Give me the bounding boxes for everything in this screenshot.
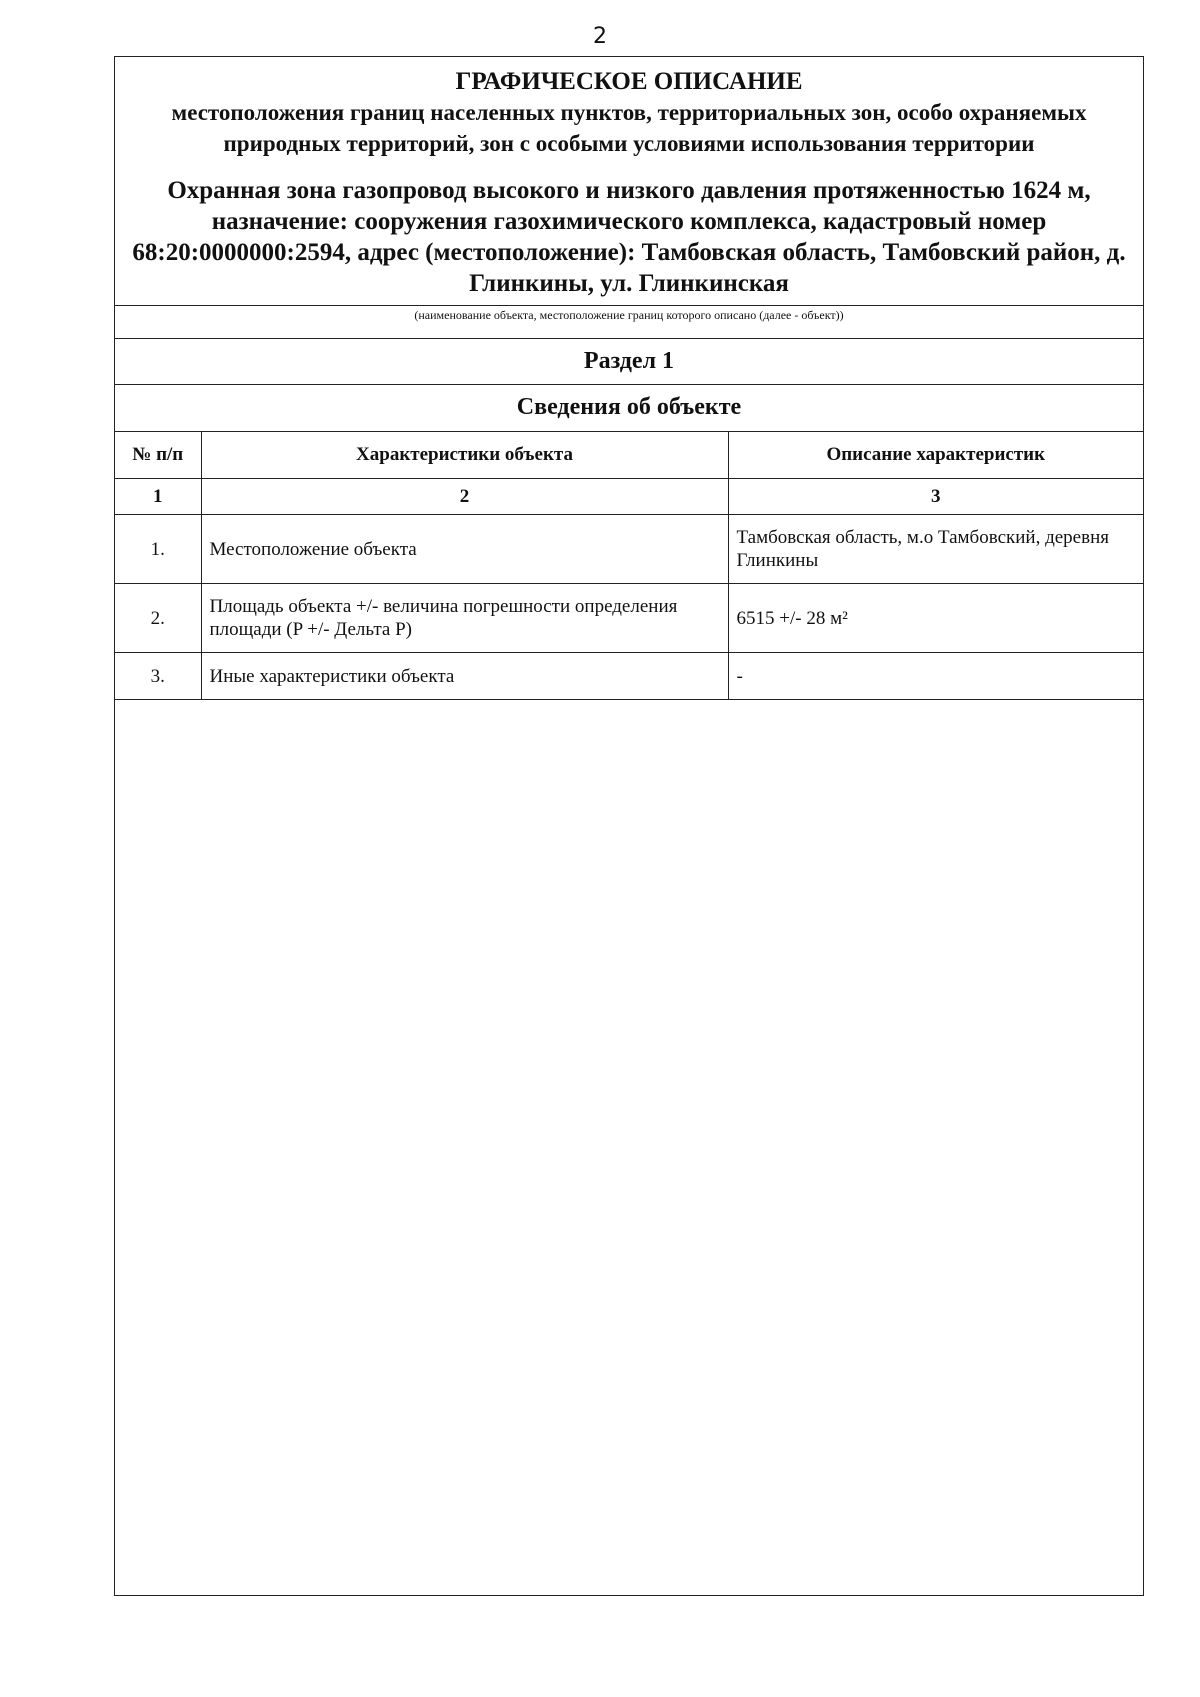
document-subtitle: местоположения границ населенных пунктов, территориальных зон, особо охраняемых природных территорий, зон с особыми условиями использования территории <box>171 100 1087 156</box>
row-description: - <box>728 653 1143 700</box>
row-characteristic: Иные характеристики объекта <box>201 653 728 700</box>
document-frame <box>114 56 1144 1596</box>
object-info-table <box>115 431 1143 700</box>
column-number: 1 <box>115 479 201 515</box>
row-number: 1. <box>115 515 201 584</box>
table-row <box>115 653 1143 700</box>
column-number: 2 <box>201 479 728 515</box>
row-description: 6515 +/- 28 м² <box>728 584 1143 653</box>
page-number: 2 <box>593 24 607 49</box>
column-header-characteristic: Характеристики объекта <box>201 432 728 479</box>
row-characteristic: Площадь объекта +/- величина погрешности определения площади (P +/- Дельта P) <box>201 584 728 653</box>
column-header-description: Описание характеристик <box>728 432 1143 479</box>
title-block <box>115 57 1143 305</box>
section-title: Раздел 1 <box>115 339 1143 385</box>
document-title: ГРАФИЧЕСКОЕ ОПИСАНИЕ <box>455 68 803 95</box>
table-row <box>115 515 1143 584</box>
column-number: 3 <box>728 479 1143 515</box>
row-number: 2. <box>115 584 201 653</box>
row-number: 3. <box>115 653 201 700</box>
column-header-number: № п/п <box>115 432 201 479</box>
object-name-caption: (наименование объекта, местоположение границ которого описано (далее - объект)) <box>115 305 1143 339</box>
row-description: Тамбовская область, м.о Тамбовский, деревня Глинкины <box>728 515 1143 584</box>
column-number-row <box>115 479 1143 515</box>
section-subtitle: Сведения об объекте <box>516 394 742 420</box>
row-characteristic: Местоположение объекта <box>201 515 728 584</box>
object-name: Охранная зона газопровод высокого и низкого давления протяженностью 1624 м, назначение: сооружения газохимического комплекса, кадастровый номер 68:20:0000000:2594, адрес (местоположение): Тамбовская область, Тамбовский район, д. Глинкины, ул. Глинкинская <box>132 177 1126 297</box>
table-header-row <box>115 432 1143 479</box>
table-row <box>115 584 1143 653</box>
